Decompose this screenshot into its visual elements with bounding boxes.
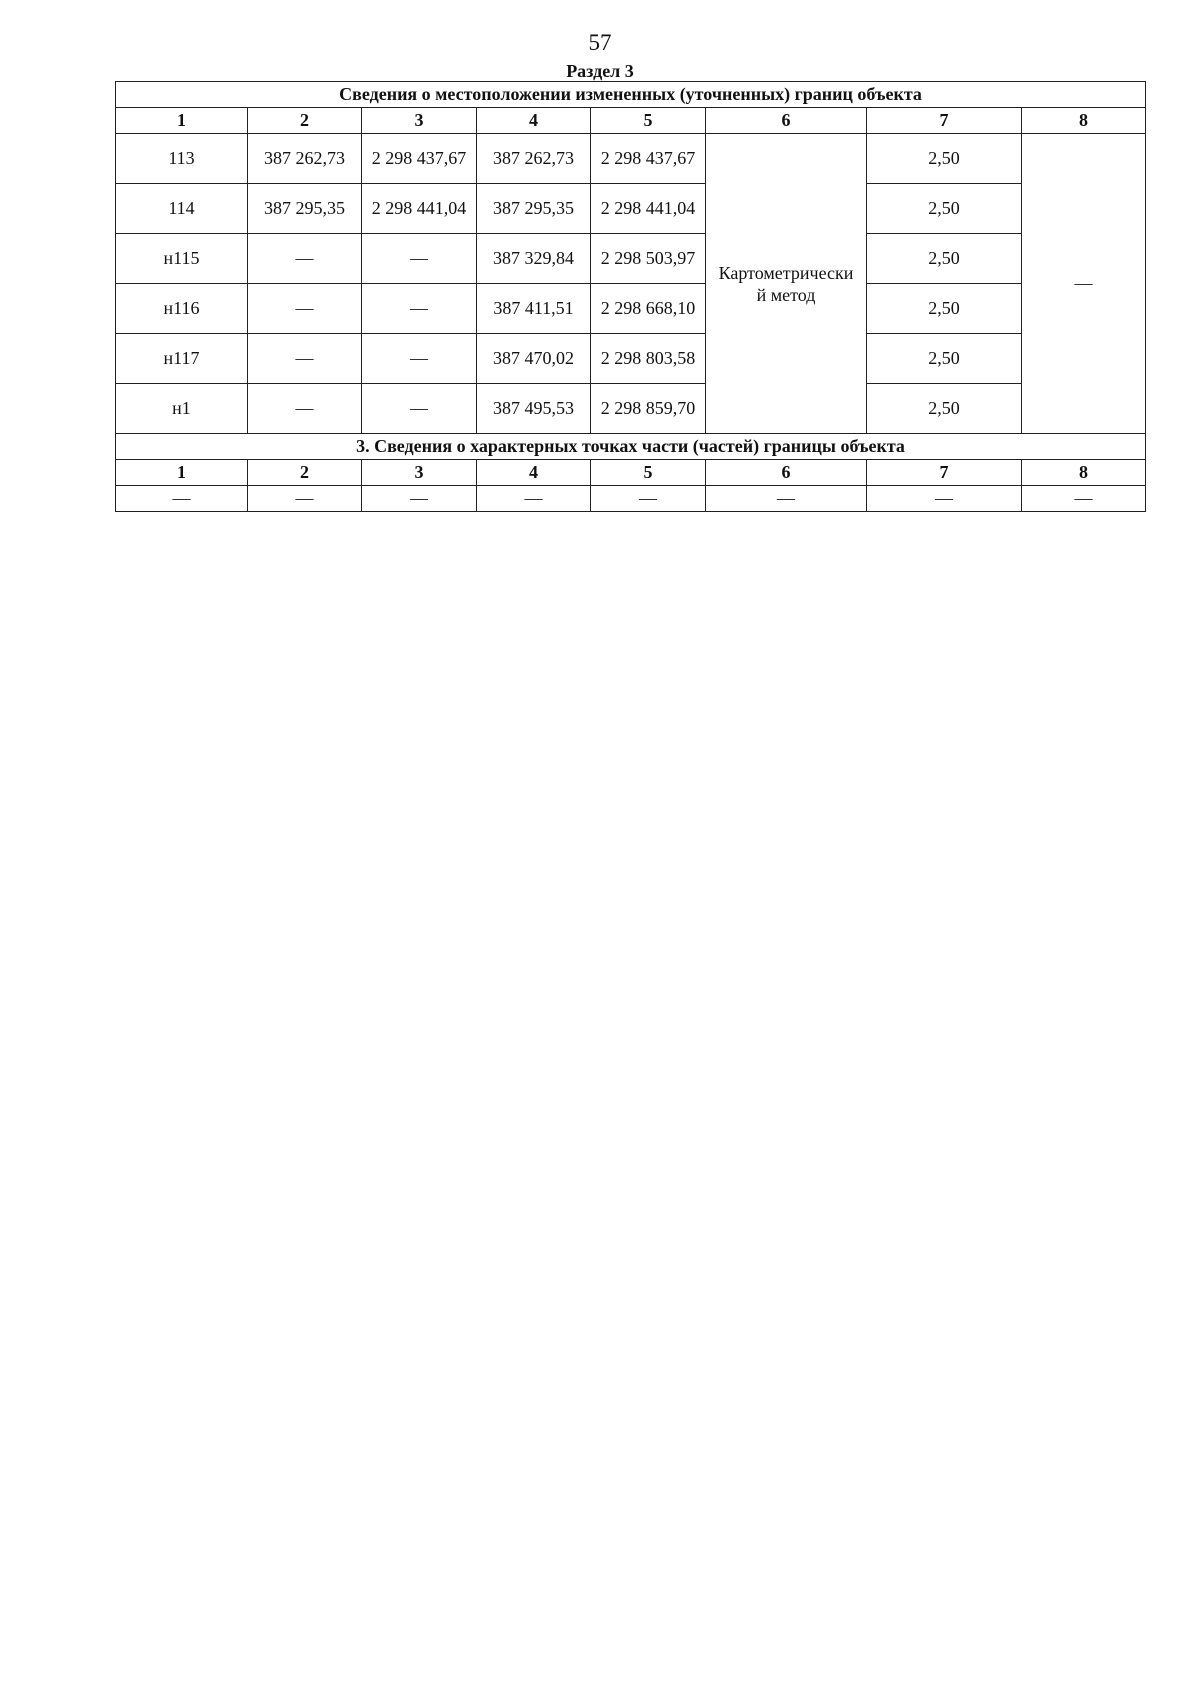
table-row [116, 184, 1146, 234]
column-header: 6 [706, 460, 867, 486]
empty-cell: — [248, 486, 362, 512]
section-title: Раздел 3 [566, 61, 634, 81]
empty-cell: — [116, 486, 248, 512]
table-row [116, 134, 1146, 184]
new-y-cell: 2 298 668,10 [591, 284, 706, 334]
empty-cell: — [706, 486, 867, 512]
accuracy-cell: 2,50 [867, 384, 1022, 434]
table-row [116, 334, 1146, 384]
old-y-cell: — [362, 384, 477, 434]
column-header-row [116, 460, 1146, 486]
empty-cell: — [362, 486, 477, 512]
point-id-cell: н1 [116, 384, 248, 434]
accuracy-cell: 2,50 [867, 334, 1022, 384]
new-y-cell: 2 298 803,58 [591, 334, 706, 384]
old-y-cell: — [362, 234, 477, 284]
accuracy-cell: 2,50 [867, 134, 1022, 184]
method-cell [706, 134, 867, 434]
new-y-cell: 2 298 441,04 [591, 184, 706, 234]
new-x-cell: 387 470,02 [477, 334, 591, 384]
column-header: 5 [591, 108, 706, 134]
accuracy-cell: 2,50 [867, 284, 1022, 334]
column-header: 8 [1022, 460, 1146, 486]
old-x-cell: — [248, 284, 362, 334]
empty-cell: — [477, 486, 591, 512]
empty-cell: — [591, 486, 706, 512]
point-id-cell: н115 [116, 234, 248, 284]
table-row [116, 486, 1146, 512]
old-x-cell: 387 262,73 [248, 134, 362, 184]
old-y-cell: — [362, 334, 477, 384]
column-header: 7 [867, 108, 1022, 134]
table-row [116, 384, 1146, 434]
accuracy-cell: 2,50 [867, 234, 1022, 284]
column-header: 8 [1022, 108, 1146, 134]
table-caption-part-points: 3. Сведения о характерных точках части (частей) границы объекта [116, 434, 1146, 460]
old-y-cell: 2 298 441,04 [362, 184, 477, 234]
column-header: 2 [248, 108, 362, 134]
column-header: 3 [362, 460, 477, 486]
accuracy-cell: 2,50 [867, 184, 1022, 234]
method-line-2: й метод [756, 284, 816, 305]
column-header: 3 [362, 108, 477, 134]
table-caption-changed-boundaries: Сведения о местоположении измененных (уточненных) границ объекта [116, 82, 1146, 108]
column-header: 1 [116, 460, 248, 486]
boundary-coordinates-table [115, 81, 1146, 512]
new-y-cell: 2 298 503,97 [591, 234, 706, 284]
old-y-cell: — [362, 284, 477, 334]
old-x-cell: 387 295,35 [248, 184, 362, 234]
column-header-row [116, 108, 1146, 134]
new-x-cell: 387 262,73 [477, 134, 591, 184]
table-row [116, 234, 1146, 284]
column-header: 5 [591, 460, 706, 486]
empty-cell: — [867, 486, 1022, 512]
point-id-cell: 113 [116, 134, 248, 184]
page-number: 57 [588, 30, 612, 55]
new-x-cell: 387 411,51 [477, 284, 591, 334]
col8-cell: — [1022, 134, 1146, 434]
new-x-cell: 387 329,84 [477, 234, 591, 284]
column-header: 4 [477, 108, 591, 134]
new-y-cell: 2 298 859,70 [591, 384, 706, 434]
method-line-1: Картометрически [718, 262, 854, 283]
old-x-cell: — [248, 384, 362, 434]
empty-cell: — [1022, 486, 1146, 512]
old-x-cell: — [248, 234, 362, 284]
point-id-cell: н116 [116, 284, 248, 334]
column-header: 1 [116, 108, 248, 134]
old-y-cell: 2 298 437,67 [362, 134, 477, 184]
new-y-cell: 2 298 437,67 [591, 134, 706, 184]
point-id-cell: 114 [116, 184, 248, 234]
table-row [116, 284, 1146, 334]
new-x-cell: 387 295,35 [477, 184, 591, 234]
column-header: 6 [706, 108, 867, 134]
point-id-cell: н117 [116, 334, 248, 384]
old-x-cell: — [248, 334, 362, 384]
column-header: 7 [867, 460, 1022, 486]
column-header: 2 [248, 460, 362, 486]
new-x-cell: 387 495,53 [477, 384, 591, 434]
column-header: 4 [477, 460, 591, 486]
